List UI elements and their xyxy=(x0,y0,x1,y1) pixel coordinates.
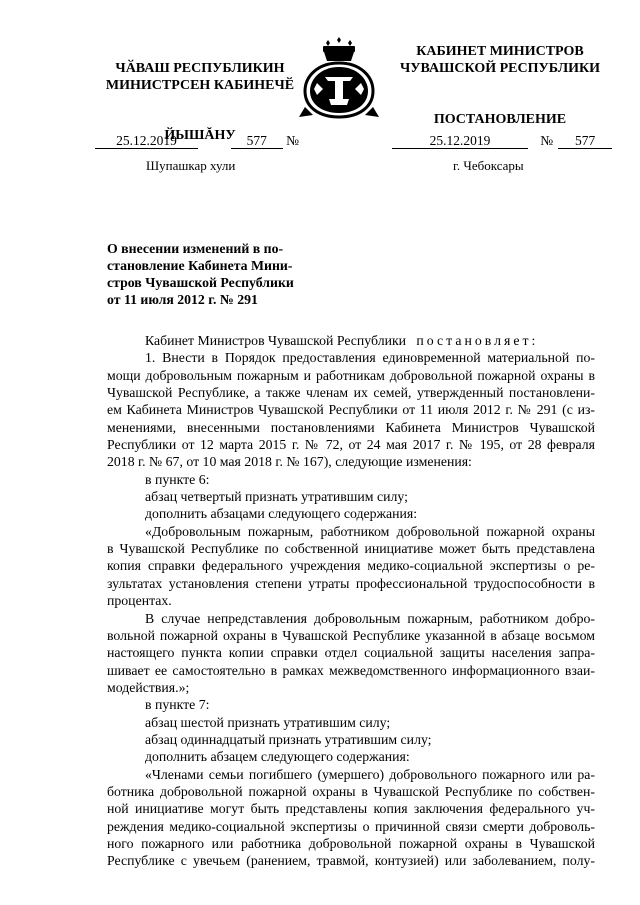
right-place: г. Чебоксары xyxy=(453,158,524,173)
left-date-number-line xyxy=(95,133,299,149)
header-right-doc-type: ПОСТАНОВЛЕНИЕ xyxy=(433,112,567,127)
body-line: модействия.»; xyxy=(107,679,190,695)
body-line: «Членами семьи погибшего (умершего) добровольного пожарного или ра- xyxy=(145,766,595,782)
body-line: шивает ее самостоятельно в рамках межведомственного информационного взаи- xyxy=(107,662,595,678)
body-line: менениями, внесенными постановлениями Кабинета Министров Чувашской xyxy=(107,419,595,435)
subject-line: становление Кабинета Мини- xyxy=(107,258,293,273)
body-line: процентах. xyxy=(107,593,172,609)
body-line: абзац четвертый признать утратившим силу; xyxy=(145,489,408,505)
left-number: 577 xyxy=(231,133,283,149)
intro-line xyxy=(107,332,595,349)
body-line: 2018 г. № 67, от 10 мая 2018 г. № 167), следующие изменения: xyxy=(107,454,472,470)
document-subject xyxy=(107,240,303,308)
body-line: в пункте 6: xyxy=(145,471,210,487)
body-line: мощи добровольным пожарным и работникам добровольной пожарной охраны в xyxy=(107,367,595,383)
subject-line: стров Чувашской Республики xyxy=(107,275,294,290)
header-right xyxy=(385,43,615,128)
body-line: зультатах установления степени утраты профессиональной трудоспособности в xyxy=(107,575,595,591)
body-line: абзац одиннадцатый признать утратившим силу; xyxy=(145,731,432,747)
subject-line: от 11 июля 2012 г. № 291 xyxy=(107,292,258,307)
intro-text: Кабинет Министров Чувашской Республики xyxy=(145,333,407,348)
chuvash-coat-of-arms-icon xyxy=(295,37,383,121)
body-line: 1. Внести в Порядок предоставления единовременной материальной по- xyxy=(145,350,595,366)
document-body xyxy=(107,332,595,870)
body-line: реждения медико-социальной экспертизы о причинной связи смерти доброволь- xyxy=(107,818,595,834)
right-number-sign: № xyxy=(540,133,554,148)
header-left-line1: ЧӐВАШ РЕСПУБЛИКИН xyxy=(115,61,285,76)
body-line: в Чувашской Республике по собственной инициативе может быть представлена xyxy=(107,541,595,557)
left-date: 25.12.2019 xyxy=(95,133,198,149)
body-line: В случае непредставления добровольным пожарным, работником добро- xyxy=(145,610,595,626)
body-line: «Добровольным пожарным, работником добровольной пожарной охраны xyxy=(145,523,595,539)
body-line: ного пожарного или работника добровольной пожарной охраны в Чувашской xyxy=(107,835,595,851)
body-line: ботника добровольной пожарной охраны в Чувашской Республике по собствен- xyxy=(107,783,595,799)
header-left xyxy=(100,60,300,144)
body-line: копия справки федерального учреждения медико-социальной экспертизы о ре- xyxy=(107,558,595,574)
header-left-doc-type: ЙЫШĂНУ xyxy=(164,128,236,143)
body-line: в пункте 7: xyxy=(145,697,210,713)
body-line: ем Кабинета Министров Чувашской Республики от 11 июля 2012 г. № 291 (с из- xyxy=(107,402,595,418)
header-right-line1: КАБИНЕТ МИНИСТРОВ xyxy=(416,44,584,59)
header-right-line2: ЧУВАШСКОЙ РЕСПУБЛИКИ xyxy=(399,61,601,76)
intro-verb: постановляет: xyxy=(416,333,539,348)
right-date: 25.12.2019 xyxy=(392,133,528,149)
body-line: дополнить абзацем следующего содержания: xyxy=(145,749,410,765)
right-date-number-line xyxy=(392,133,612,149)
body-line: вольной пожарной охраны в Чувашской Республике указанной в абзаце восьмом xyxy=(107,627,595,643)
body-line: Республики от 12 марта 2015 г. № 72, от 24 мая 2017 г. № 195, от 28 февраля xyxy=(107,437,595,453)
body-line: абзац шестой признать утратившим силу; xyxy=(145,714,391,730)
body-line: дополнить абзацами следующего содержания: xyxy=(145,506,418,522)
header-left-line2: МИНИСТРСЕН КАБИНЕЧӖ xyxy=(105,78,295,93)
left-number-sign: № xyxy=(286,133,300,148)
body-line: Чувашской Республике, а также членам их семей, утвержденный постановлени- xyxy=(107,385,595,401)
left-place: Шупашкар хули xyxy=(146,158,236,173)
body-line: ной инициативе могут быть представлены копия заключения федерального уч- xyxy=(107,801,595,817)
body-line: Республике с увечьем (ранением, травмой, контузией) или заболеванием, полу- xyxy=(107,853,595,869)
subject-line: О внесении изменений в по- xyxy=(107,241,284,256)
right-number: 577 xyxy=(558,133,612,149)
body-line: настоящего пункта копии справки отдел социальной защиты населения запра- xyxy=(107,645,595,661)
